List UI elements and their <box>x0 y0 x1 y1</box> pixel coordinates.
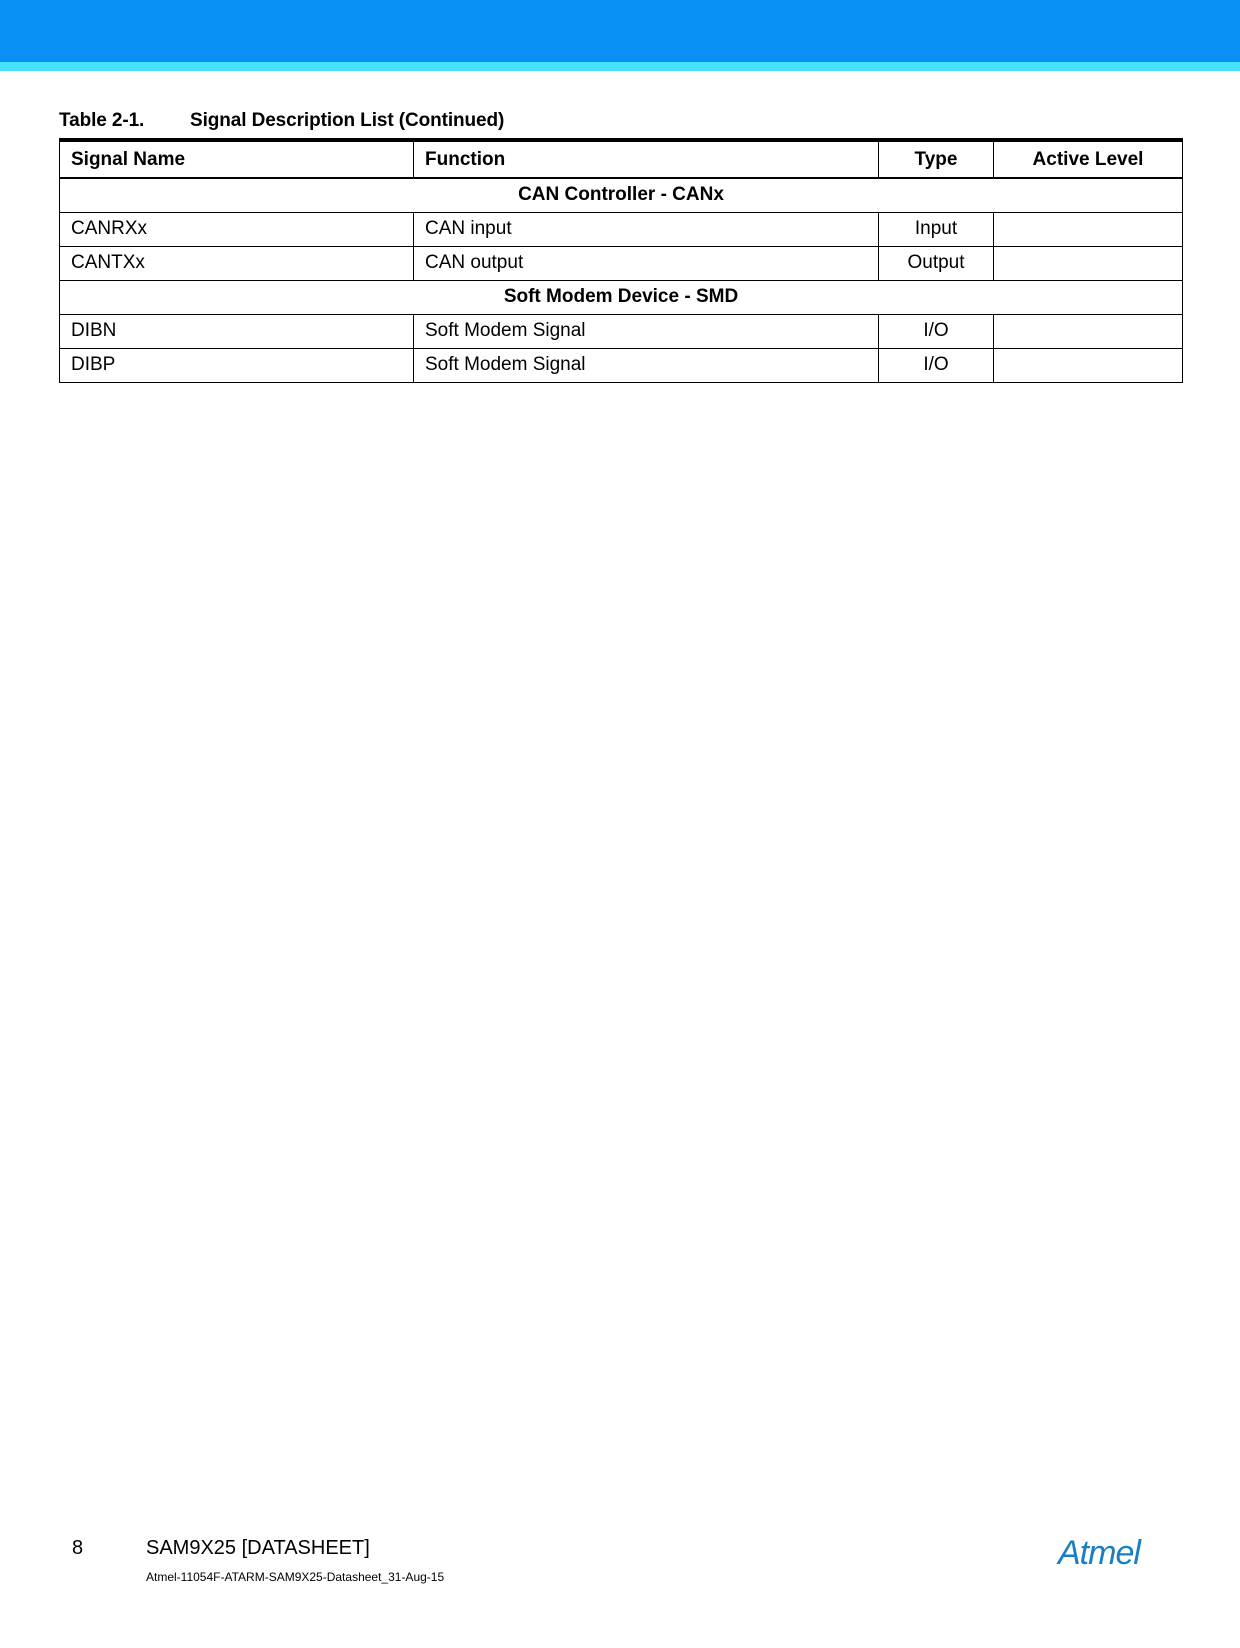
group-row-soft-modem <box>60 280 1183 314</box>
function-cell: Soft Modem Signal <box>414 314 879 348</box>
table-header-row <box>60 140 1183 178</box>
function-cell: CAN output <box>414 246 879 280</box>
signal-name-cell: DIBN <box>60 314 414 348</box>
group-title: Soft Modem Device - SMD <box>60 280 1183 314</box>
type-cell: I/O <box>879 348 994 382</box>
signal-name-cell: DIBP <box>60 348 414 382</box>
signal-name-cell: CANTXx <box>60 246 414 280</box>
table-caption-number: Table 2-1. <box>59 110 145 131</box>
column-header-active-level: Active Level <box>994 140 1183 178</box>
type-cell: Input <box>879 212 994 246</box>
signal-name-cell: CANRXx <box>60 212 414 246</box>
header-stripe <box>0 62 1240 71</box>
table-row <box>60 348 1183 382</box>
active-level-cell <box>994 314 1183 348</box>
function-cell: Soft Modem Signal <box>414 348 879 382</box>
column-header-function: Function <box>414 140 879 178</box>
group-title: CAN Controller - CANx <box>60 178 1183 212</box>
active-level-cell <box>994 246 1183 280</box>
type-cell: Output <box>879 246 994 280</box>
function-cell: CAN input <box>414 212 879 246</box>
signal-description-table <box>59 138 1183 383</box>
page-number: 8 <box>72 1537 84 1559</box>
document-reference: Atmel-11054F-ATARM-SAM9X25-Datasheet_31-Aug-15 <box>146 1570 445 1584</box>
table-row <box>60 212 1183 246</box>
table-row <box>60 246 1183 280</box>
atmel-logo: Atmel <box>1058 1534 1140 1572</box>
header-band <box>0 0 1240 62</box>
table-caption <box>59 110 504 132</box>
type-cell: I/O <box>879 314 994 348</box>
active-level-cell <box>994 348 1183 382</box>
document-title: SAM9X25 [DATASHEET] <box>146 1537 370 1559</box>
active-level-cell <box>994 212 1183 246</box>
table-caption-title: Signal Description List (Continued) <box>190 110 505 131</box>
table-row <box>60 314 1183 348</box>
group-row-can-controller <box>60 178 1183 212</box>
column-header-type: Type <box>879 140 994 178</box>
column-header-signal-name: Signal Name <box>60 140 414 178</box>
